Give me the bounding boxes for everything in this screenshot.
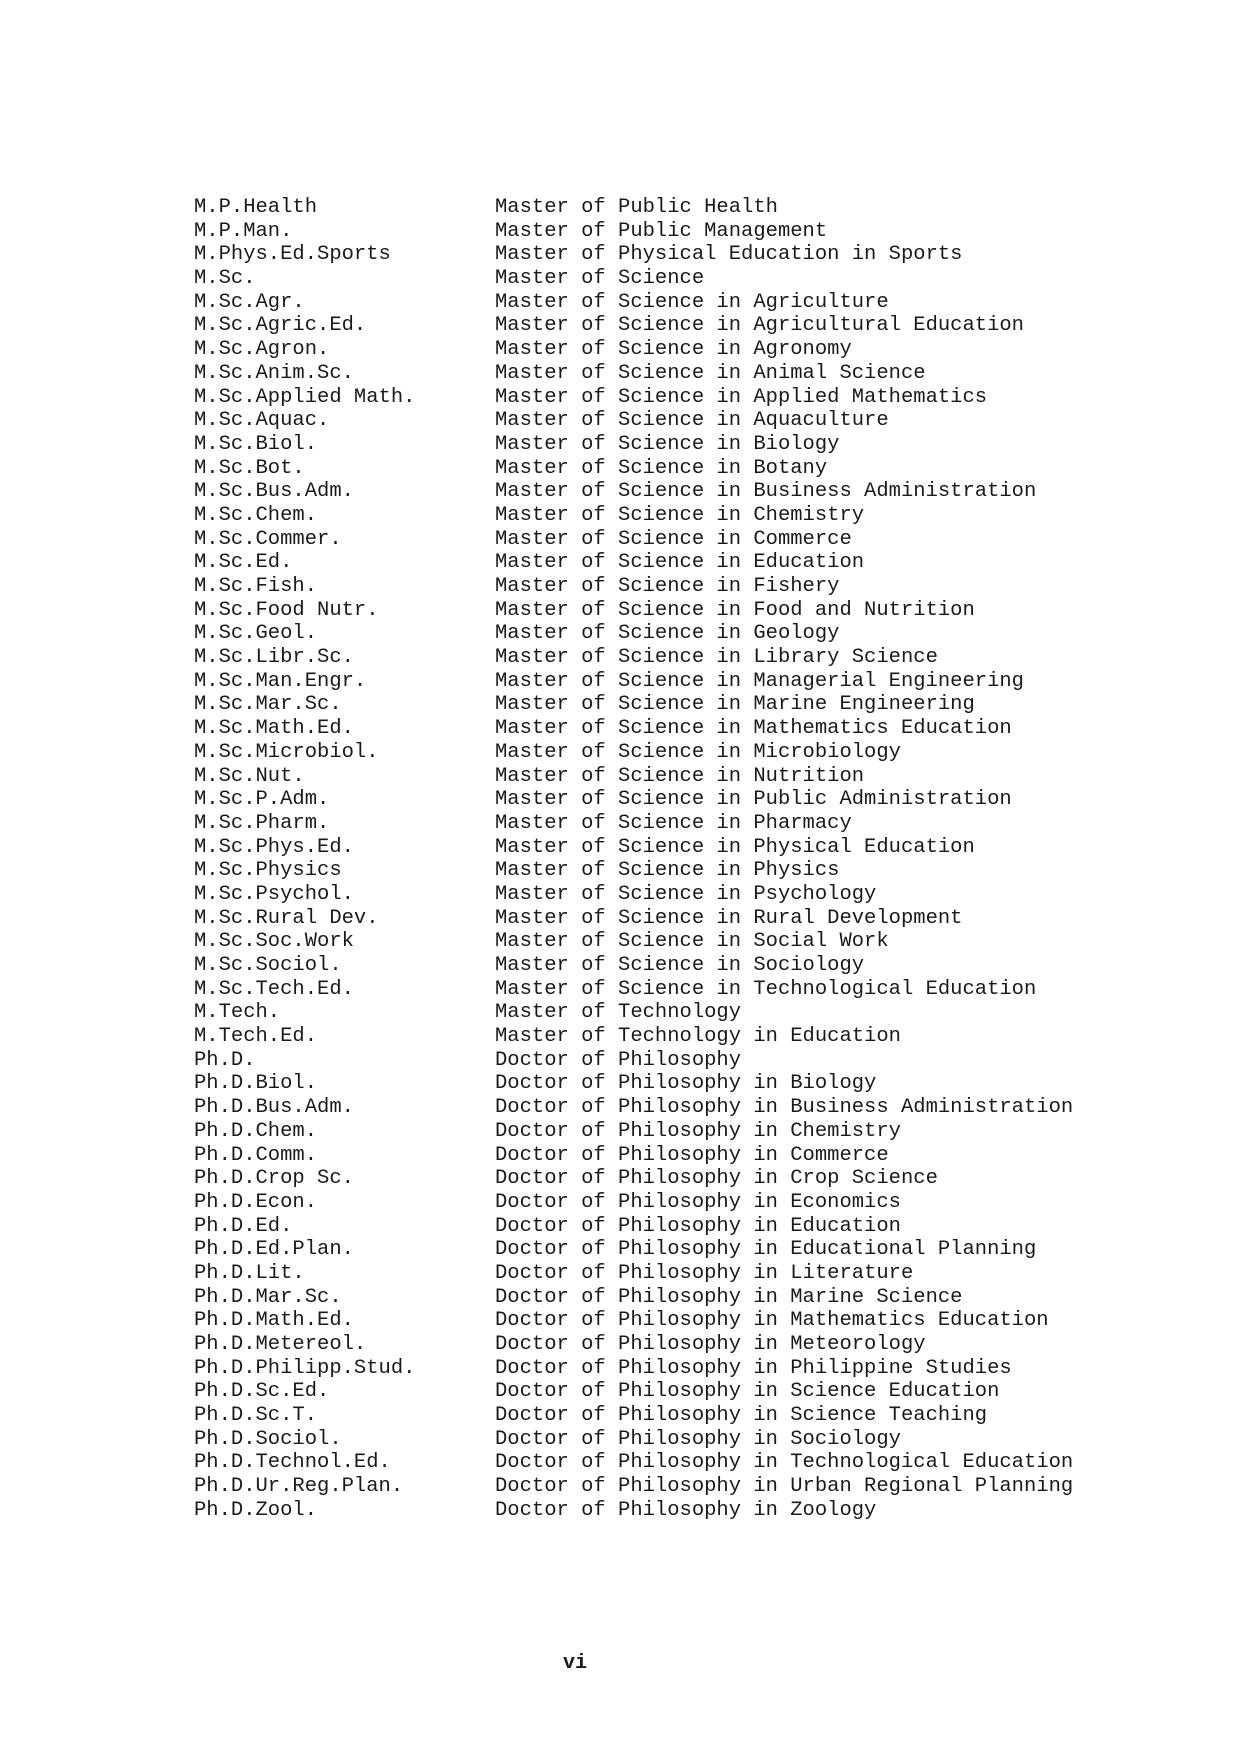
abbreviation-meaning: Master of Science in Chemistry [495, 503, 865, 527]
abbreviation-row [194, 1357, 1114, 1381]
abbreviation-row [194, 907, 1114, 931]
abbreviation-meaning: Master of Science in Animal Science [495, 361, 926, 385]
abbreviation-meaning: Doctor of Philosophy in Economics [495, 1190, 901, 1214]
abbreviation-row [194, 883, 1114, 907]
abbreviation-meaning: Doctor of Philosophy in Literature [495, 1261, 914, 1285]
abbreviation-meaning: Master of Science in Business Administration [495, 480, 1037, 504]
abbreviation-code: M.Sc.Man.Engr. [194, 669, 367, 693]
abbreviation-meaning: Master of Science in Psychology [495, 882, 877, 906]
abbreviation-meaning: Master of Science in Physical Education [495, 835, 975, 859]
abbreviation-meaning: Doctor of Philosophy [495, 1048, 742, 1072]
abbreviation-row [194, 457, 1114, 481]
abbreviation-meaning: Master of Science [495, 267, 705, 291]
abbreviation-code: M.Sc.P.Adm. [194, 788, 330, 812]
abbreviation-meaning: Master of Public Management [495, 219, 828, 243]
abbreviation-code: Ph.D.Metereol. [194, 1333, 367, 1356]
abbreviation-code: Ph.D.Ur.Reg.Plan. [194, 1475, 404, 1499]
abbreviation-row [194, 1238, 1114, 1262]
abbreviation-row [194, 291, 1114, 315]
abbreviation-meaning: Doctor of Philosophy in Sociology [495, 1427, 901, 1451]
abbreviation-row [194, 741, 1114, 765]
abbreviation-row [194, 1404, 1114, 1428]
abbreviation-code: M.Sc.Sociol. [194, 954, 342, 977]
abbreviation-code: M.Sc.Agr. [194, 290, 305, 314]
abbreviation-meaning: Master of Science in Geology [495, 622, 840, 646]
abbreviation-meaning: Master of Science in Physics [495, 859, 840, 883]
abbreviation-code: M.Sc.Tech.Ed. [194, 977, 354, 1001]
abbreviation-row [194, 409, 1114, 433]
abbreviation-row [194, 717, 1114, 741]
abbreviation-code: Ph.D.Sc.Ed. [194, 1380, 330, 1404]
abbreviation-row [194, 930, 1114, 954]
abbreviation-meaning: Master of Science in Applied Mathematics [495, 385, 988, 409]
abbreviation-meaning: Master of Science in Managerial Engineering [495, 669, 1024, 693]
abbreviation-meaning: Doctor of Philosophy in Commerce [495, 1143, 889, 1167]
abbreviation-meaning: Doctor of Philosophy in Crop Science [495, 1167, 938, 1191]
abbreviation-row [194, 196, 1114, 220]
abbreviation-row [194, 1262, 1114, 1286]
abbreviation-code: M.Sc.Chem. [194, 503, 318, 527]
abbreviation-code: M.Sc.Phys.Ed. [194, 835, 354, 859]
abbreviation-row [194, 1499, 1114, 1523]
abbreviation-meaning: Doctor of Philosophy in Philippine Studies [495, 1356, 1012, 1380]
abbreviation-row [194, 1144, 1114, 1168]
abbreviation-meaning: Master of Science in Marine Engineering [495, 693, 975, 717]
abbreviation-code: M.Tech.Ed. [194, 1025, 318, 1049]
abbreviation-code: M.Sc.Anim.Sc. [194, 361, 354, 385]
abbreviation-code: Ph.D.Lit. [194, 1261, 305, 1285]
abbreviation-meaning: Master of Physical Education in Sports [495, 243, 963, 267]
abbreviation-meaning: Doctor of Philosophy in Science Education [495, 1380, 1000, 1404]
abbreviation-meaning: Master of Technology in Education [495, 1025, 901, 1049]
abbreviation-meaning: Master of Science in Rural Development [495, 906, 963, 930]
abbreviation-meaning: Doctor of Philosophy in Mathematics Education [495, 1309, 1049, 1333]
abbreviation-code: Ph.D.Mar.Sc. [194, 1285, 342, 1309]
abbreviation-code: Ph.D.Econ. [194, 1190, 318, 1214]
abbreviation-code: M.Sc.Bus.Adm. [194, 480, 354, 504]
abbreviation-code: Ph.D.Bus.Adm. [194, 1096, 354, 1120]
abbreviation-row [194, 812, 1114, 836]
abbreviation-code: M.Tech. [194, 1001, 281, 1025]
abbreviation-code: M.Sc.Fish. [194, 575, 318, 598]
abbreviation-row [194, 551, 1114, 575]
abbreviation-meaning: Master of Science in Commerce [495, 527, 852, 551]
abbreviation-code: M.Sc.Ed. [194, 551, 293, 575]
abbreviation-meaning: Master of Science in Pharmacy [495, 811, 852, 835]
abbreviation-code: Ph.D.Math.Ed. [194, 1309, 354, 1333]
abbreviation-row [194, 599, 1114, 623]
abbreviation-meaning: Doctor of Philosophy in Education [495, 1214, 901, 1238]
abbreviation-list [194, 196, 1114, 1523]
abbreviation-row [194, 314, 1114, 338]
abbreviation-row [194, 480, 1114, 504]
abbreviation-row [194, 1120, 1114, 1144]
abbreviation-row [194, 575, 1114, 599]
abbreviation-meaning: Master of Science in Education [495, 551, 865, 575]
abbreviation-row [194, 1309, 1114, 1333]
abbreviation-meaning: Doctor of Philosophy in Urban Regional Planning [495, 1475, 1074, 1499]
abbreviation-meaning: Doctor of Philosophy in Business Administration [495, 1096, 1074, 1120]
abbreviation-row [194, 1286, 1114, 1310]
abbreviation-code: M.Sc.Bot. [194, 456, 305, 480]
abbreviation-row [194, 693, 1114, 717]
abbreviation-meaning: Doctor of Philosophy in Educational Planning [495, 1238, 1037, 1262]
abbreviation-row [194, 1049, 1114, 1073]
abbreviation-row [194, 386, 1114, 410]
abbreviation-meaning: Master of Science in Food and Nutrition [495, 598, 975, 622]
abbreviation-row [194, 338, 1114, 362]
abbreviation-row [194, 267, 1114, 291]
abbreviation-row [194, 1380, 1114, 1404]
abbreviation-code: M.Sc.Agron. [194, 338, 330, 362]
abbreviation-row [194, 1001, 1114, 1025]
abbreviation-row [194, 646, 1114, 670]
abbreviation-code: Ph.D.Sociol. [194, 1427, 342, 1451]
abbreviation-row [194, 1451, 1114, 1475]
abbreviation-row [194, 622, 1114, 646]
page-number: vi [562, 1652, 587, 1675]
abbreviation-code: M.Sc.Microbiol. [194, 740, 379, 764]
abbreviation-meaning: Master of Science in Biology [495, 432, 840, 456]
abbreviation-row [194, 1072, 1114, 1096]
abbreviation-code: Ph.D.Crop Sc. [194, 1167, 354, 1191]
abbreviation-meaning: Master of Technology [495, 1001, 742, 1025]
abbreviation-code: M.Phys.Ed.Sports [194, 243, 391, 267]
abbreviation-row [194, 1215, 1114, 1239]
abbreviation-code: Ph.D.Ed.Plan. [194, 1238, 354, 1262]
abbreviation-meaning: Master of Science in Nutrition [495, 764, 865, 788]
abbreviation-meaning: Master of Science in Aquaculture [495, 409, 889, 433]
abbreviation-meaning: Doctor of Philosophy in Zoology [495, 1498, 877, 1522]
abbreviation-code: M.Sc. [194, 267, 256, 291]
abbreviation-code: M.P.Health [194, 196, 318, 219]
abbreviation-meaning: Master of Science in Fishery [495, 575, 840, 598]
abbreviation-meaning: Master of Science in Technological Education [495, 977, 1037, 1001]
abbreviation-code: Ph.D.Comm. [194, 1143, 318, 1167]
abbreviation-row [194, 243, 1114, 267]
abbreviation-code: M.Sc.Psychol. [194, 882, 354, 906]
abbreviation-code: M.Sc.Math.Ed. [194, 717, 354, 741]
abbreviation-row [194, 433, 1114, 457]
abbreviation-meaning: Doctor of Philosophy in Marine Science [495, 1285, 963, 1309]
abbreviation-row [194, 765, 1114, 789]
abbreviation-meaning: Master of Science in Microbiology [495, 740, 901, 764]
abbreviation-code: Ph.D.Sc.T. [194, 1404, 318, 1428]
abbreviation-row [194, 1333, 1114, 1357]
abbreviation-meaning: Master of Science in Social Work [495, 930, 889, 954]
abbreviation-meaning: Doctor of Philosophy in Science Teaching [495, 1404, 988, 1428]
abbreviation-code: Ph.D.Chem. [194, 1119, 318, 1143]
abbreviation-code: M.Sc.Physics [194, 859, 342, 883]
abbreviation-code: M.Sc.Rural Dev. [194, 906, 379, 930]
abbreviation-code: M.Sc.Commer. [194, 527, 342, 551]
abbreviation-code: M.Sc.Pharm. [194, 811, 330, 835]
abbreviation-row [194, 1167, 1114, 1191]
abbreviation-code: Ph.D.Zool. [194, 1498, 318, 1522]
abbreviation-row [194, 836, 1114, 860]
abbreviation-meaning: Doctor of Philosophy in Meteorology [495, 1333, 926, 1356]
abbreviation-meaning: Master of Science in Public Administration [495, 788, 1012, 812]
abbreviation-code: M.Sc.Libr.Sc. [194, 646, 354, 670]
abbreviation-code: M.Sc.Biol. [194, 432, 318, 456]
abbreviation-code: M.P.Man. [194, 219, 293, 243]
abbreviation-code: M.Sc.Aquac. [194, 409, 330, 433]
abbreviation-row [194, 1475, 1114, 1499]
abbreviation-code: M.Sc.Food Nutr. [194, 598, 379, 622]
abbreviation-row [194, 1096, 1114, 1120]
abbreviation-meaning: Master of Science in Agricultural Education [495, 314, 1024, 338]
abbreviation-code: Ph.D.Ed. [194, 1214, 293, 1238]
abbreviation-row [194, 504, 1114, 528]
abbreviation-meaning: Master of Science in Library Science [495, 646, 938, 670]
abbreviation-code: M.Sc.Nut. [194, 764, 305, 788]
abbreviation-meaning: Doctor of Philosophy in Technological Education [495, 1451, 1074, 1475]
abbreviation-code: M.Sc.Geol. [194, 622, 318, 646]
abbreviation-meaning: Master of Science in Mathematics Education [495, 717, 1012, 741]
abbreviation-meaning: Master of Public Health [495, 196, 778, 219]
abbreviation-row [194, 220, 1114, 244]
abbreviation-code: Ph.D. [194, 1048, 256, 1072]
abbreviation-row [194, 1025, 1114, 1049]
abbreviation-code: M.Sc.Applied Math. [194, 385, 416, 409]
abbreviation-code: M.Sc.Soc.Work [194, 930, 354, 954]
abbreviation-row [194, 670, 1114, 694]
abbreviation-code: Ph.D.Technol.Ed. [194, 1451, 391, 1475]
abbreviation-code: M.Sc.Agric.Ed. [194, 314, 367, 338]
abbreviation-row [194, 362, 1114, 386]
abbreviation-row [194, 1191, 1114, 1215]
abbreviation-meaning: Master of Science in Sociology [495, 954, 865, 977]
abbreviation-code: M.Sc.Mar.Sc. [194, 693, 342, 717]
abbreviation-meaning: Doctor of Philosophy in Biology [495, 1072, 877, 1096]
abbreviation-meaning: Master of Science in Agriculture [495, 290, 889, 314]
abbreviation-row [194, 788, 1114, 812]
abbreviation-row [194, 1428, 1114, 1452]
abbreviation-row [194, 954, 1114, 978]
abbreviation-meaning: Doctor of Philosophy in Chemistry [495, 1119, 901, 1143]
abbreviation-meaning: Master of Science in Agronomy [495, 338, 852, 362]
abbreviation-row [194, 978, 1114, 1002]
abbreviation-row [194, 859, 1114, 883]
abbreviation-code: Ph.D.Philipp.Stud. [194, 1356, 416, 1380]
abbreviation-code: Ph.D.Biol. [194, 1072, 318, 1096]
abbreviation-row [194, 528, 1114, 552]
abbreviation-meaning: Master of Science in Botany [495, 456, 828, 480]
